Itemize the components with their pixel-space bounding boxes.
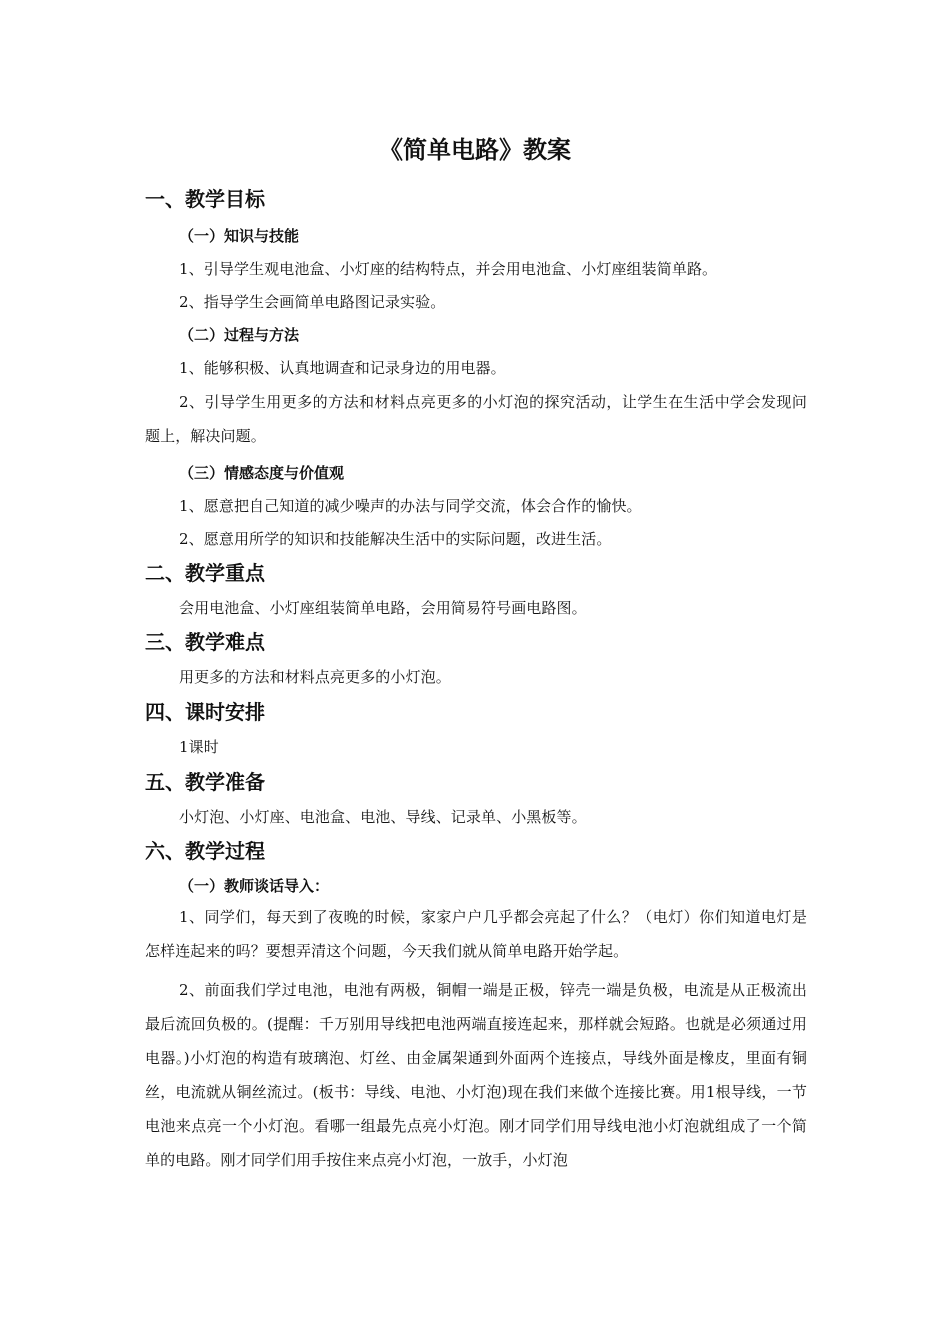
paragraph: 2、愿意用所学的知识和技能解决生活中的实际问题，改进生活。 (179, 530, 612, 548)
section-heading-process: 六、教学过程 (145, 839, 265, 863)
subsection-heading-intro: （一）教师谈话导入： (179, 877, 330, 895)
paragraph: 1、能够积极、认真地调查和记录身边的用电器。 (179, 359, 506, 377)
paragraph: 1、引导学生观电池盒、小灯座的结构特点，并会用电池盒、小灯座组装简单路。 (179, 260, 718, 278)
section-heading-preparation: 五、教学准备 (145, 770, 265, 794)
paragraph: 用更多的方法和材料点亮更多的小灯泡。 (179, 668, 451, 686)
paragraph: 2、指导学生会画简单电路图记录实验。 (179, 293, 446, 311)
subsection-heading-attitude: （三）情感态度与价值观 (179, 464, 345, 482)
subsection-heading-knowledge: （一）知识与技能 (179, 227, 300, 245)
subsection-heading-process: （二）过程与方法 (179, 326, 300, 344)
section-heading-difficulties: 三、教学难点 (145, 630, 265, 654)
paragraph: 1、愿意把自己知道的减少噪声的办法与同学交流，体会合作的愉快。 (179, 497, 642, 515)
paragraph: 2、前面我们学过电池，电池有两极，铜帽一端是正极，锌壳一端是负极，电流是从正极流出最后流回负极的。(提醒：千万别用导线把电池两端直接连起来，那样就会短路。也就是必须通过用电器。)小灯泡的构造有玻璃泡、灯丝、由金属架通到外面两个连接点，导线外面是橡皮，里面有铜丝，电流就从铜丝流过。(板书：导线、电池、小灯泡)现在我们来做个连接比赛。用1根导线，一节电池来点亮一个小灯泡。看哪一组最先点亮小灯泡。刚才同学们用导线电池小灯泡就组成了一个简单的电路。刚才同学们用手按住来点亮小灯泡，一放手，小灯泡 (145, 981, 807, 1169)
paragraph: 1课时 (179, 738, 219, 756)
paragraph: 1、同学们，每天到了夜晚的时候，家家户户几乎都会亮起了什么？（电灯）你们知道电灯是怎样连起来的吗？要想弄清这个问题，今天我们就从简单电路开始学起。 (145, 908, 807, 960)
paragraph: 小灯泡、小灯座、电池盒、电池、导线、记录单、小黑板等。 (179, 808, 587, 826)
section-heading-objectives: 一、教学目标 (145, 187, 265, 211)
section-heading-schedule: 四、课时安排 (145, 700, 265, 724)
section-heading-key-points: 二、教学重点 (145, 561, 265, 585)
paragraph: 会用电池盒、小灯座组装简单电路，会用简易符号画电路图。 (179, 599, 587, 617)
document-title: 《简单电路》教案 (379, 136, 571, 164)
paragraph: 2、引导学生用更多的方法和材料点亮更多的小灯泡的探究活动，让学生在生活中学会发现问题上，解决问题。 (145, 393, 807, 445)
